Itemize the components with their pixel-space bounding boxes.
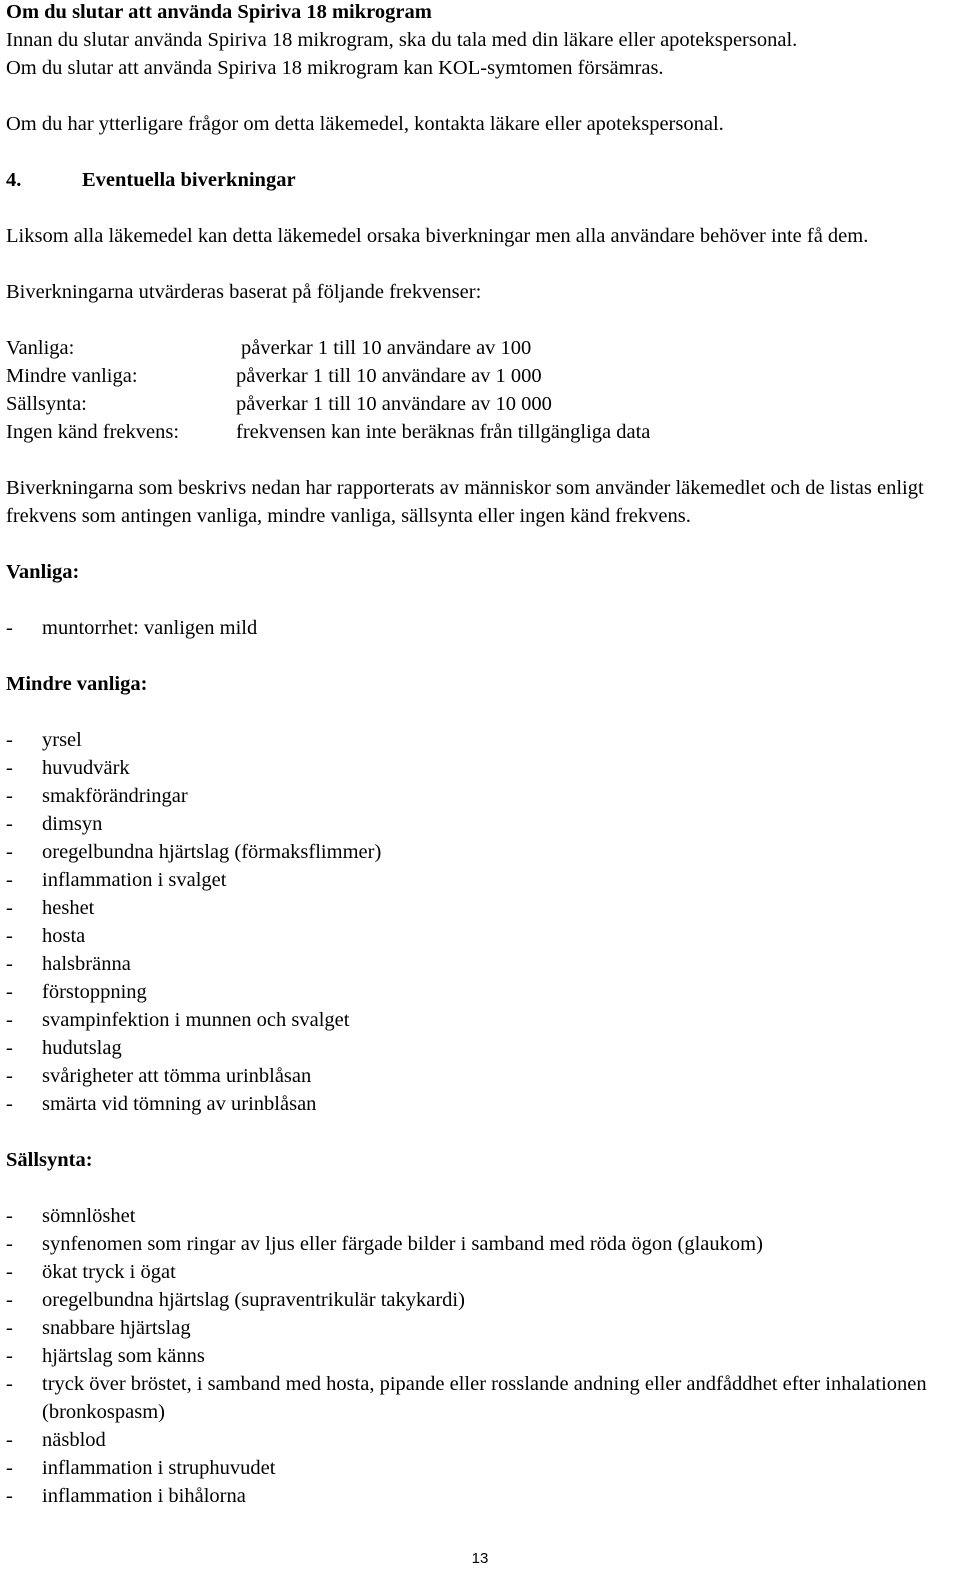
rare-heading: Sällsynta: bbox=[6, 1149, 93, 1171]
list-item bbox=[6, 922, 954, 950]
list-item bbox=[6, 1230, 954, 1258]
dash-bullet: - bbox=[6, 1093, 13, 1115]
list-item-text: hjärtslag som känns bbox=[42, 1345, 205, 1367]
list-item bbox=[6, 1090, 954, 1118]
common-list bbox=[6, 614, 954, 642]
frequency-description: frekvensen kan inte beräknas från tillgängliga data bbox=[236, 421, 651, 443]
list-item bbox=[6, 1062, 954, 1090]
list-item bbox=[6, 1006, 954, 1034]
section-heading bbox=[6, 166, 954, 194]
list-item-text: yrsel bbox=[42, 729, 82, 751]
frequency-row bbox=[6, 334, 954, 362]
uncommon-list bbox=[6, 726, 954, 1118]
section-number: 4. bbox=[6, 169, 22, 191]
list-item-text: sömnlöshet bbox=[42, 1205, 136, 1227]
dash-bullet: - bbox=[6, 1289, 13, 1311]
frequency-label: Ingen känd frekvens: bbox=[6, 421, 180, 443]
list-item bbox=[6, 1454, 954, 1482]
list-item bbox=[6, 978, 954, 1006]
list-item-text: heshet bbox=[42, 897, 95, 919]
dash-bullet: - bbox=[6, 1233, 13, 1255]
frequency-table bbox=[6, 334, 954, 446]
list-item-text: svårigheter att tömma urinblåsan bbox=[42, 1065, 312, 1087]
list-item-text: inflammation i svalget bbox=[42, 869, 227, 891]
dash-bullet: - bbox=[6, 1037, 13, 1059]
frequency-intro: Biverkningarna utvärderas baserat på följande frekvenser: bbox=[6, 281, 482, 303]
questions-paragraph: Om du har ytterligare frågor om detta läkemedel, kontakta läkare eller apotekspersonal. bbox=[6, 113, 724, 135]
uncommon-heading: Mindre vanliga: bbox=[6, 673, 148, 695]
list-item-text: muntorrhet: vanligen mild bbox=[42, 617, 258, 639]
list-item bbox=[6, 1258, 954, 1286]
list-item bbox=[6, 726, 954, 754]
frequency-label: Sällsynta: bbox=[6, 393, 87, 415]
dash-bullet: - bbox=[6, 1317, 13, 1339]
list-item-text: svampinfektion i munnen och svalget bbox=[42, 1009, 350, 1031]
dash-bullet: - bbox=[6, 953, 13, 975]
stop-section-title: Om du slutar att använda Spiriva 18 mikrogram bbox=[6, 1, 432, 23]
list-item-text: synfenomen som ringar av ljus eller färgade bilder i samband med röda ögon (glaukom) bbox=[42, 1233, 763, 1255]
frequency-row bbox=[6, 418, 954, 446]
dash-bullet: - bbox=[6, 841, 13, 863]
frequency-description: påverkar 1 till 10 användare av 100 bbox=[241, 337, 532, 359]
list-item bbox=[6, 614, 954, 642]
dash-bullet: - bbox=[6, 1065, 13, 1087]
reported-paragraph: Biverkningarna som beskrivs nedan har rapporterats av människor som använder läkemedlet och de listas enligt frekvens som antingen vanliga, mindre vanliga, sällsynta eller ingen känd frekvens. bbox=[6, 477, 924, 527]
list-item-text: förstoppning bbox=[42, 981, 147, 1003]
list-item bbox=[6, 1370, 954, 1426]
list-item bbox=[6, 1482, 954, 1510]
frequency-description: påverkar 1 till 10 användare av 10 000 bbox=[236, 393, 552, 415]
list-item-text: inflammation i bihålorna bbox=[42, 1485, 246, 1507]
dash-bullet: - bbox=[6, 1457, 13, 1479]
frequency-label: Vanliga: bbox=[6, 337, 75, 359]
rare-list bbox=[6, 1202, 954, 1510]
list-item-text: näsblod bbox=[42, 1429, 106, 1451]
document-page bbox=[6, 0, 954, 1510]
list-item-text: hudutslag bbox=[42, 1037, 122, 1059]
list-item-text: oregelbundna hjärtslag (förmaksflimmer) bbox=[42, 841, 382, 863]
list-item bbox=[6, 1034, 954, 1062]
page-number: 13 bbox=[471, 1550, 489, 1567]
list-item bbox=[6, 782, 954, 810]
list-item-text: smärta vid tömning av urinblåsan bbox=[42, 1093, 317, 1115]
frequency-row bbox=[6, 362, 954, 390]
common-heading: Vanliga: bbox=[6, 561, 80, 583]
list-item bbox=[6, 950, 954, 978]
dash-bullet: - bbox=[6, 729, 13, 751]
frequency-description: påverkar 1 till 10 användare av 1 000 bbox=[236, 365, 542, 387]
list-item bbox=[6, 1426, 954, 1454]
list-item bbox=[6, 1314, 954, 1342]
dash-bullet: - bbox=[6, 1009, 13, 1031]
list-item-text: oregelbundna hjärtslag (supraventrikulär takykardi) bbox=[42, 1289, 465, 1311]
stop-section-line-2: Om du slutar att använda Spiriva 18 mikrogram kan KOL-symtomen försämras. bbox=[6, 57, 664, 79]
list-item-text: hosta bbox=[42, 925, 86, 947]
list-item-text: ökat tryck i ögat bbox=[42, 1261, 176, 1283]
frequency-label: Mindre vanliga: bbox=[6, 365, 138, 387]
dash-bullet: - bbox=[6, 813, 13, 835]
list-item-text: tryck över bröstet, i samband med hosta, pipande eller rosslande andning eller andfåddhet efter inhalationen (bronkospasm) bbox=[42, 1373, 927, 1423]
list-item bbox=[6, 1286, 954, 1314]
list-item bbox=[6, 1342, 954, 1370]
dash-bullet: - bbox=[6, 617, 13, 639]
list-item bbox=[6, 810, 954, 838]
list-item-text: halsbränna bbox=[42, 953, 131, 975]
dash-bullet: - bbox=[6, 925, 13, 947]
dash-bullet: - bbox=[6, 757, 13, 779]
list-item bbox=[6, 866, 954, 894]
dash-bullet: - bbox=[6, 897, 13, 919]
list-item bbox=[6, 838, 954, 866]
list-item-text: smakförändringar bbox=[42, 785, 188, 807]
dash-bullet: - bbox=[6, 1261, 13, 1283]
dash-bullet: - bbox=[6, 1429, 13, 1451]
dash-bullet: - bbox=[6, 981, 13, 1003]
list-item-text: huvudvärk bbox=[42, 757, 130, 779]
list-item bbox=[6, 1202, 954, 1230]
list-item-text: inflammation i struphuvudet bbox=[42, 1457, 276, 1479]
frequency-row bbox=[6, 390, 954, 418]
stop-section-line-1: Innan du slutar använda Spiriva 18 mikrogram, ska du tala med din läkare eller apotekspersonal. bbox=[6, 29, 798, 51]
list-item bbox=[6, 894, 954, 922]
dash-bullet: - bbox=[6, 785, 13, 807]
section-title: Eventuella biverkningar bbox=[82, 169, 296, 191]
dash-bullet: - bbox=[6, 869, 13, 891]
dash-bullet: - bbox=[6, 1345, 13, 1367]
dash-bullet: - bbox=[6, 1485, 13, 1507]
list-item bbox=[6, 754, 954, 782]
dash-bullet: - bbox=[6, 1205, 13, 1227]
list-item-text: dimsyn bbox=[42, 813, 103, 835]
list-item-text: snabbare hjärtslag bbox=[42, 1317, 191, 1339]
side-effects-intro: Liksom alla läkemedel kan detta läkemedel orsaka biverkningar men alla användare behöver inte få dem. bbox=[6, 225, 869, 247]
dash-bullet: - bbox=[6, 1373, 13, 1395]
